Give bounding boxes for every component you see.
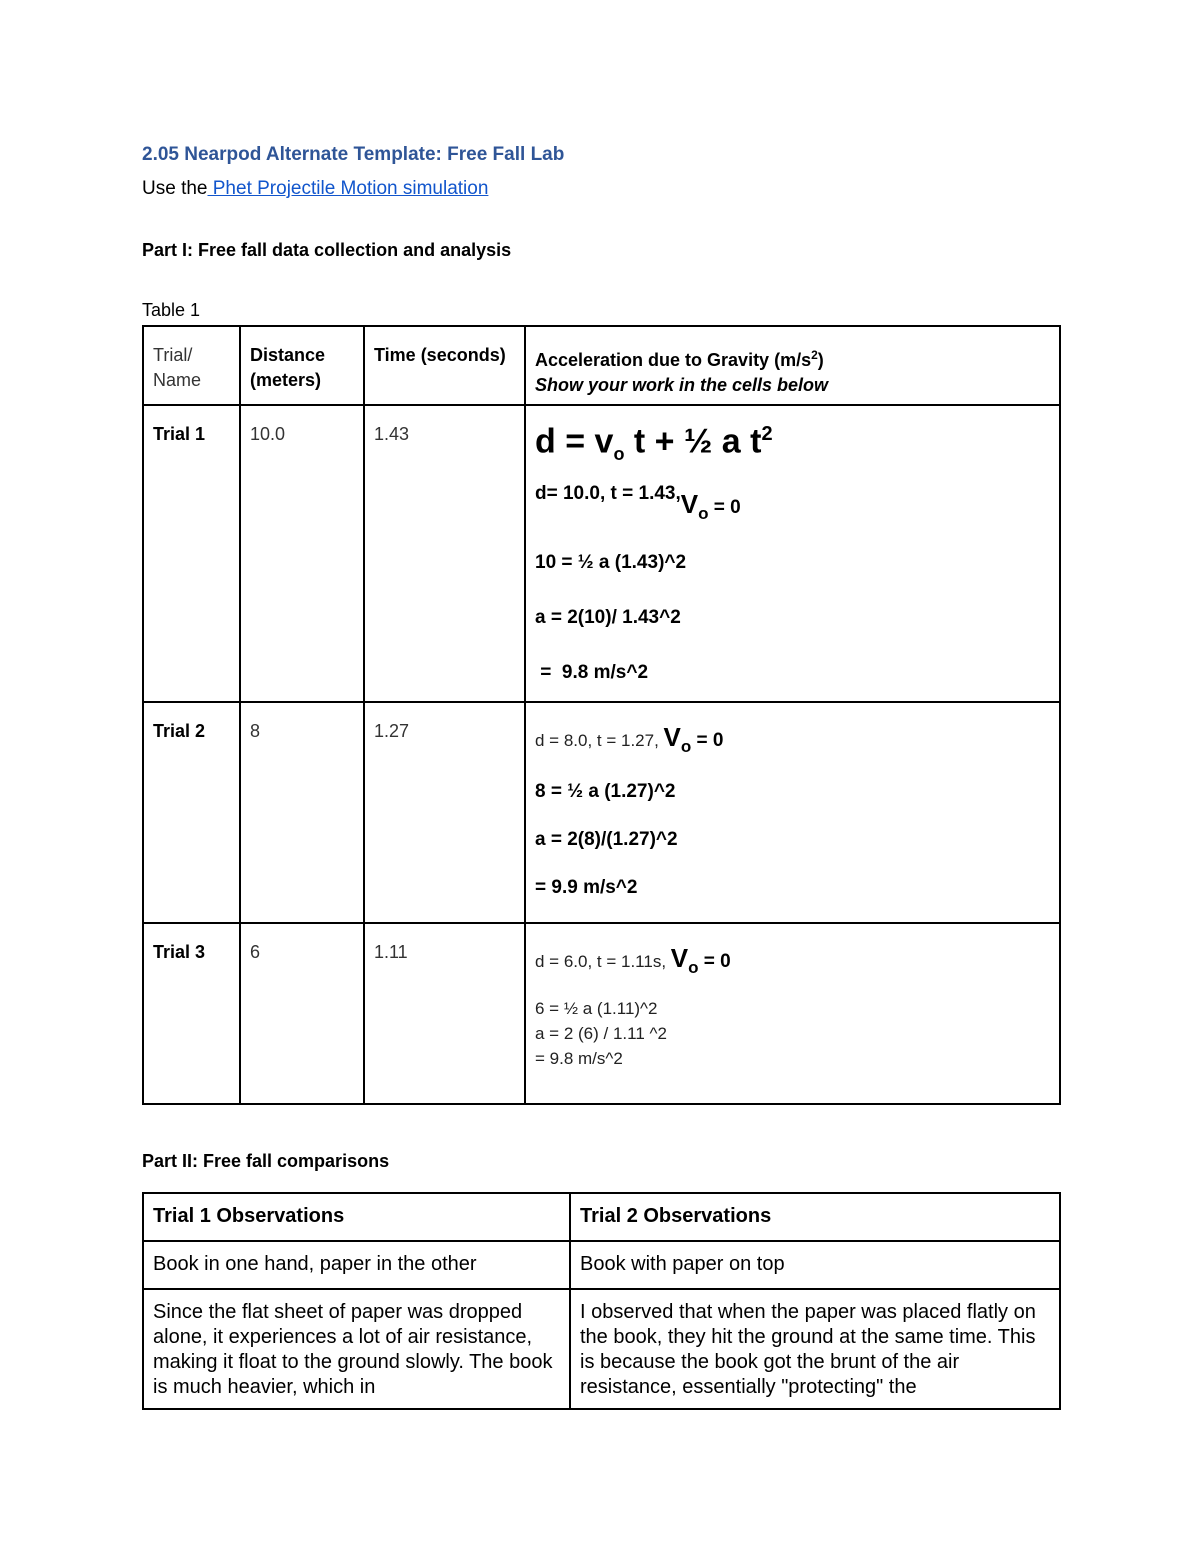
vo-sub: o: [688, 958, 699, 978]
given-prefix: d = 6.0, t = 1.11s,: [535, 952, 671, 971]
distance-cell: 10.0: [240, 405, 364, 702]
trial2-observation-cell: [570, 1289, 1060, 1409]
header-distance: [240, 326, 364, 405]
work-line: a = 2(10)/ 1.43^2: [535, 607, 681, 629]
time-cell: 1.43: [364, 405, 525, 702]
instruction-line: [142, 178, 488, 200]
trial-cell: Trial 1: [143, 405, 240, 702]
header-trial1-observations: Trial 1 Observations: [143, 1193, 570, 1241]
work-line: 10 = ½ a (1.43)^2: [535, 552, 687, 574]
trial2-setup: Book with paper on top: [570, 1241, 1060, 1289]
work-line: = 9.8 m/s^2: [535, 1049, 623, 1069]
formula-sup: 2: [761, 423, 773, 445]
header-acceleration: [525, 326, 1060, 405]
header-trial-line1: Trial/: [153, 345, 193, 365]
accel-suffix: ): [817, 350, 824, 370]
table-row: [143, 1241, 1060, 1289]
header-trial-line2: Name: [153, 370, 202, 390]
free-fall-data-table: [142, 325, 1061, 1105]
vo-sub: o: [680, 737, 692, 757]
formula-part-b: t + ½ a t: [624, 422, 762, 461]
free-fall-comparison-table: [142, 1192, 1061, 1410]
header-distance-line2: (meters): [250, 370, 322, 390]
instruction-prefix: Use the: [142, 178, 208, 199]
vo-symbol: V: [680, 489, 699, 520]
given-prefix: d= 10.0, t = 1.43,: [535, 483, 681, 505]
time-cell: 1.11: [364, 923, 525, 1104]
formula-part-a: d = v: [535, 422, 614, 461]
work-cell: [525, 405, 1060, 702]
given-prefix: d = 8.0, t = 1.27,: [535, 731, 664, 750]
header-accel-title: [535, 343, 1050, 373]
header-time: Time (seconds): [364, 326, 525, 405]
trial1-setup: Book in one hand, paper in the other: [143, 1241, 570, 1289]
kinematic-formula: [535, 414, 1050, 474]
vo-symbol: V: [670, 943, 689, 973]
work-line: = 9.9 m/s^2: [535, 877, 638, 899]
phet-simulation-link[interactable]: Phet Projectile Motion simulation: [207, 178, 489, 199]
table-row: [143, 923, 1060, 1104]
table1-label: Table 1: [142, 300, 201, 320]
accel-sup: 2: [811, 348, 818, 362]
given-values: [535, 722, 1050, 759]
trial2-observation: I observed that when the paper was placed flatly on the book, they hit the ground at the same time. This is because the book got the brunt of the air resistance, essentially "protecting" the: [580, 1301, 1036, 1398]
work-line: a = 2(8)/(1.27)^2: [535, 829, 678, 851]
table-header-row: [143, 326, 1060, 405]
part1-heading: Part I: Free fall data collection and analysis: [142, 240, 512, 260]
work-line: = 9.8 m/s^2: [535, 662, 649, 684]
table-header-row: [143, 1193, 1060, 1241]
vo-equals: = 0: [708, 497, 741, 519]
trial1-observation-cell: [143, 1289, 570, 1409]
distance-cell: 6: [240, 923, 364, 1104]
vo-equals: = 0: [691, 730, 724, 751]
work-line: a = 2 (6) / 1.11 ^2: [535, 1024, 667, 1044]
header-trial2-observations: Trial 2 Observations: [570, 1193, 1060, 1241]
work-cell: [525, 923, 1060, 1104]
given-values: [535, 943, 1050, 980]
distance-cell: 8: [240, 702, 364, 923]
given-values: [535, 478, 1050, 524]
time-cell: 1.27: [364, 702, 525, 923]
vo-sub: o: [698, 504, 709, 524]
vo-equals: = 0: [698, 951, 731, 972]
table-row: [143, 405, 1060, 702]
trial1-observation: Since the flat sheet of paper was dropped alone, it experiences a lot of air resistance, making it float to the ground slowly. The book is much heavier, which in: [153, 1301, 553, 1398]
table-row: [143, 702, 1060, 923]
part2-heading: Part II: Free fall comparisons: [142, 1151, 390, 1171]
formula-sub: o: [613, 444, 625, 465]
accel-prefix: Acceleration due to Gravity (m/s: [535, 350, 812, 370]
work-line: 8 = ½ a (1.27)^2: [535, 781, 676, 803]
work-line: 6 = ½ a (1.11)^2: [535, 999, 658, 1019]
table-row: [143, 1289, 1060, 1409]
trial-cell: Trial 3: [143, 923, 240, 1104]
header-accel-note: Show your work in the cells below: [535, 375, 829, 395]
header-distance-line1: Distance: [250, 345, 326, 365]
header-trial: [143, 326, 240, 405]
vo-symbol: V: [663, 722, 681, 752]
document-title: 2.05 Nearpod Alternate Template: Free Fall Lab: [142, 144, 565, 165]
work-cell: [525, 702, 1060, 923]
trial-cell: Trial 2: [143, 702, 240, 923]
